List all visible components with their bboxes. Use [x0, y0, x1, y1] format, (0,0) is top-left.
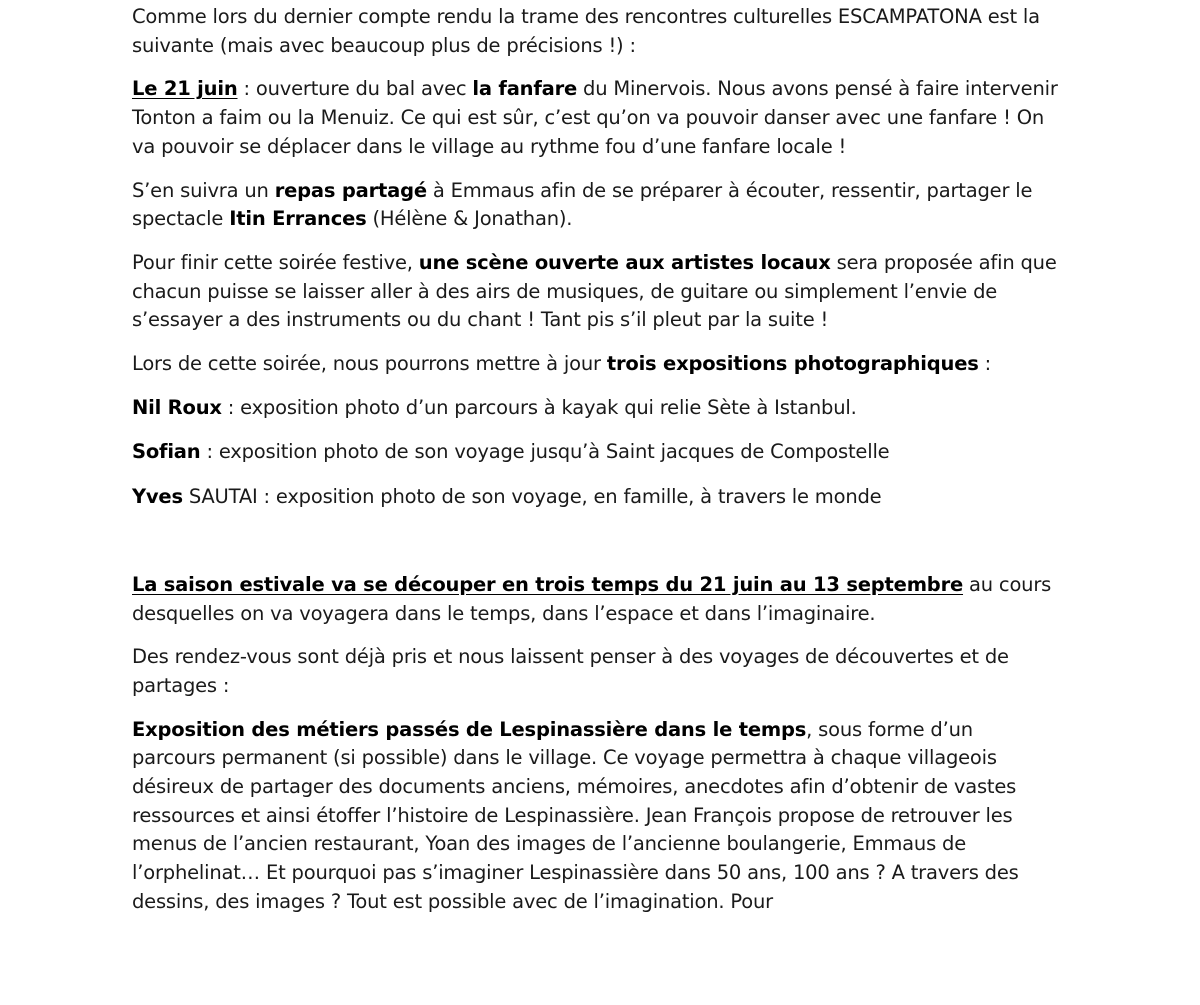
- metiers-paragraph: [132, 716, 1062, 917]
- fanfare-label: la fanfare: [472, 77, 578, 101]
- sofian-paragraph: [132, 438, 1062, 467]
- saison-heading: La saison estivale va se découper en trois temps du 21 juin au 13 septembre: [132, 572, 964, 596]
- repas-paragraph: [132, 177, 1062, 234]
- blank-spacer: [132, 527, 1062, 571]
- scene-text-1: Pour finir cette soirée festive,: [132, 250, 419, 274]
- repas-text-3: (Hélène & Jonathan).: [366, 207, 573, 231]
- june21-text-2: du Minervois. Nous avons pensé à faire intervenir Tonton a faim ou la Menuiz. Ce qui est sûr, c’est qu’on va pouvoir danser avec une fanfare ! On va pouvoir se déplacer dans le village au rythme fou d’une fanfare locale !: [132, 77, 1058, 158]
- yves-name: Yves: [132, 485, 183, 509]
- saison-paragraph: [132, 571, 1062, 628]
- nil-name: Nil Roux: [132, 395, 222, 419]
- yves-paragraph: [132, 483, 1062, 512]
- scene-text-2: sera proposée afin que chacun puisse se laisser aller à des airs de musiques, de guitare ou simplement l’envie de s’essayer a des instruments ou du chant ! Tant pis s’il pleut par la suite !: [132, 250, 1057, 332]
- scene-label: une scène ouverte aux artistes locaux: [418, 250, 831, 274]
- june21-date: Le 21 juin: [132, 77, 238, 101]
- repas-label: repas partagé: [274, 178, 427, 202]
- nil-text: : exposition photo d’un parcours à kayak qui relie Sète à Istanbul.: [221, 395, 857, 419]
- yves-text: SAUTAI : exposition photo de son voyage, en famille, à travers le monde: [182, 485, 882, 509]
- sofian-text: : exposition photo de son voyage jusqu’à Saint jacques de Compostelle: [200, 440, 890, 464]
- repas-text-1: S’en suivra un: [132, 178, 275, 202]
- scene-paragraph: [132, 249, 1062, 335]
- intro-paragraph: [132, 3, 1062, 60]
- saison-text: au cours desquelles on va voyagera dans le temps, dans l’espace et dans l’imaginaire.: [132, 572, 1052, 625]
- rdv-text: Des rendez-vous sont déjà pris et nous laissent penser à des voyages de découvertes et de partages :: [132, 645, 1009, 697]
- expos-text-2: :: [978, 352, 992, 376]
- june21-text-1: : ouverture du bal avec: [237, 77, 473, 101]
- metiers-label: Exposition des métiers passés de Lespinassière dans le temps: [132, 717, 807, 741]
- metiers-text: , sous forme d’un parcours permanent (si possible) dans le village. Ce voyage permettra à chaque villageois désireux de partager des documents anciens, mémoires, anecdotes afin d’obtenir de vastes ressources et ainsi étoffer l’histoire de Lespinassière. Jean François propose de retrouver les menus de l’ancien restaurant, Yoan des images de l’ancienne boulangerie, Emmaus de l’orphelinat… Et pourquoi pas s’imaginer Lespinassière dans 50 ans, 100 ans ? A travers des dessins, des images ? Tout est possible avec de l’imagination. Pour: [132, 717, 1019, 913]
- intro-text: Comme lors du dernier compte rendu la trame des rencontres culturelles ESCAMPATONA est la suivante (mais avec beaucoup plus de précisions !) :: [132, 5, 1040, 57]
- rdv-paragraph: [132, 643, 1062, 700]
- nil-paragraph: [132, 394, 1062, 423]
- repas-text-2: à Emmaus afin de se préparer à écouter, ressentir, partager le spectacle: [132, 178, 1033, 231]
- spectacle-label: Itin Errances: [229, 207, 367, 231]
- expos-text-1: Lors de cette soirée, nous pourrons mettre à jour: [132, 352, 607, 376]
- expos-label: trois expositions photographiques: [606, 352, 979, 376]
- document-body: [132, 3, 1062, 932]
- expos-paragraph: [132, 350, 1062, 379]
- sofian-name: Sofian: [132, 440, 201, 464]
- june21-paragraph: [132, 75, 1062, 161]
